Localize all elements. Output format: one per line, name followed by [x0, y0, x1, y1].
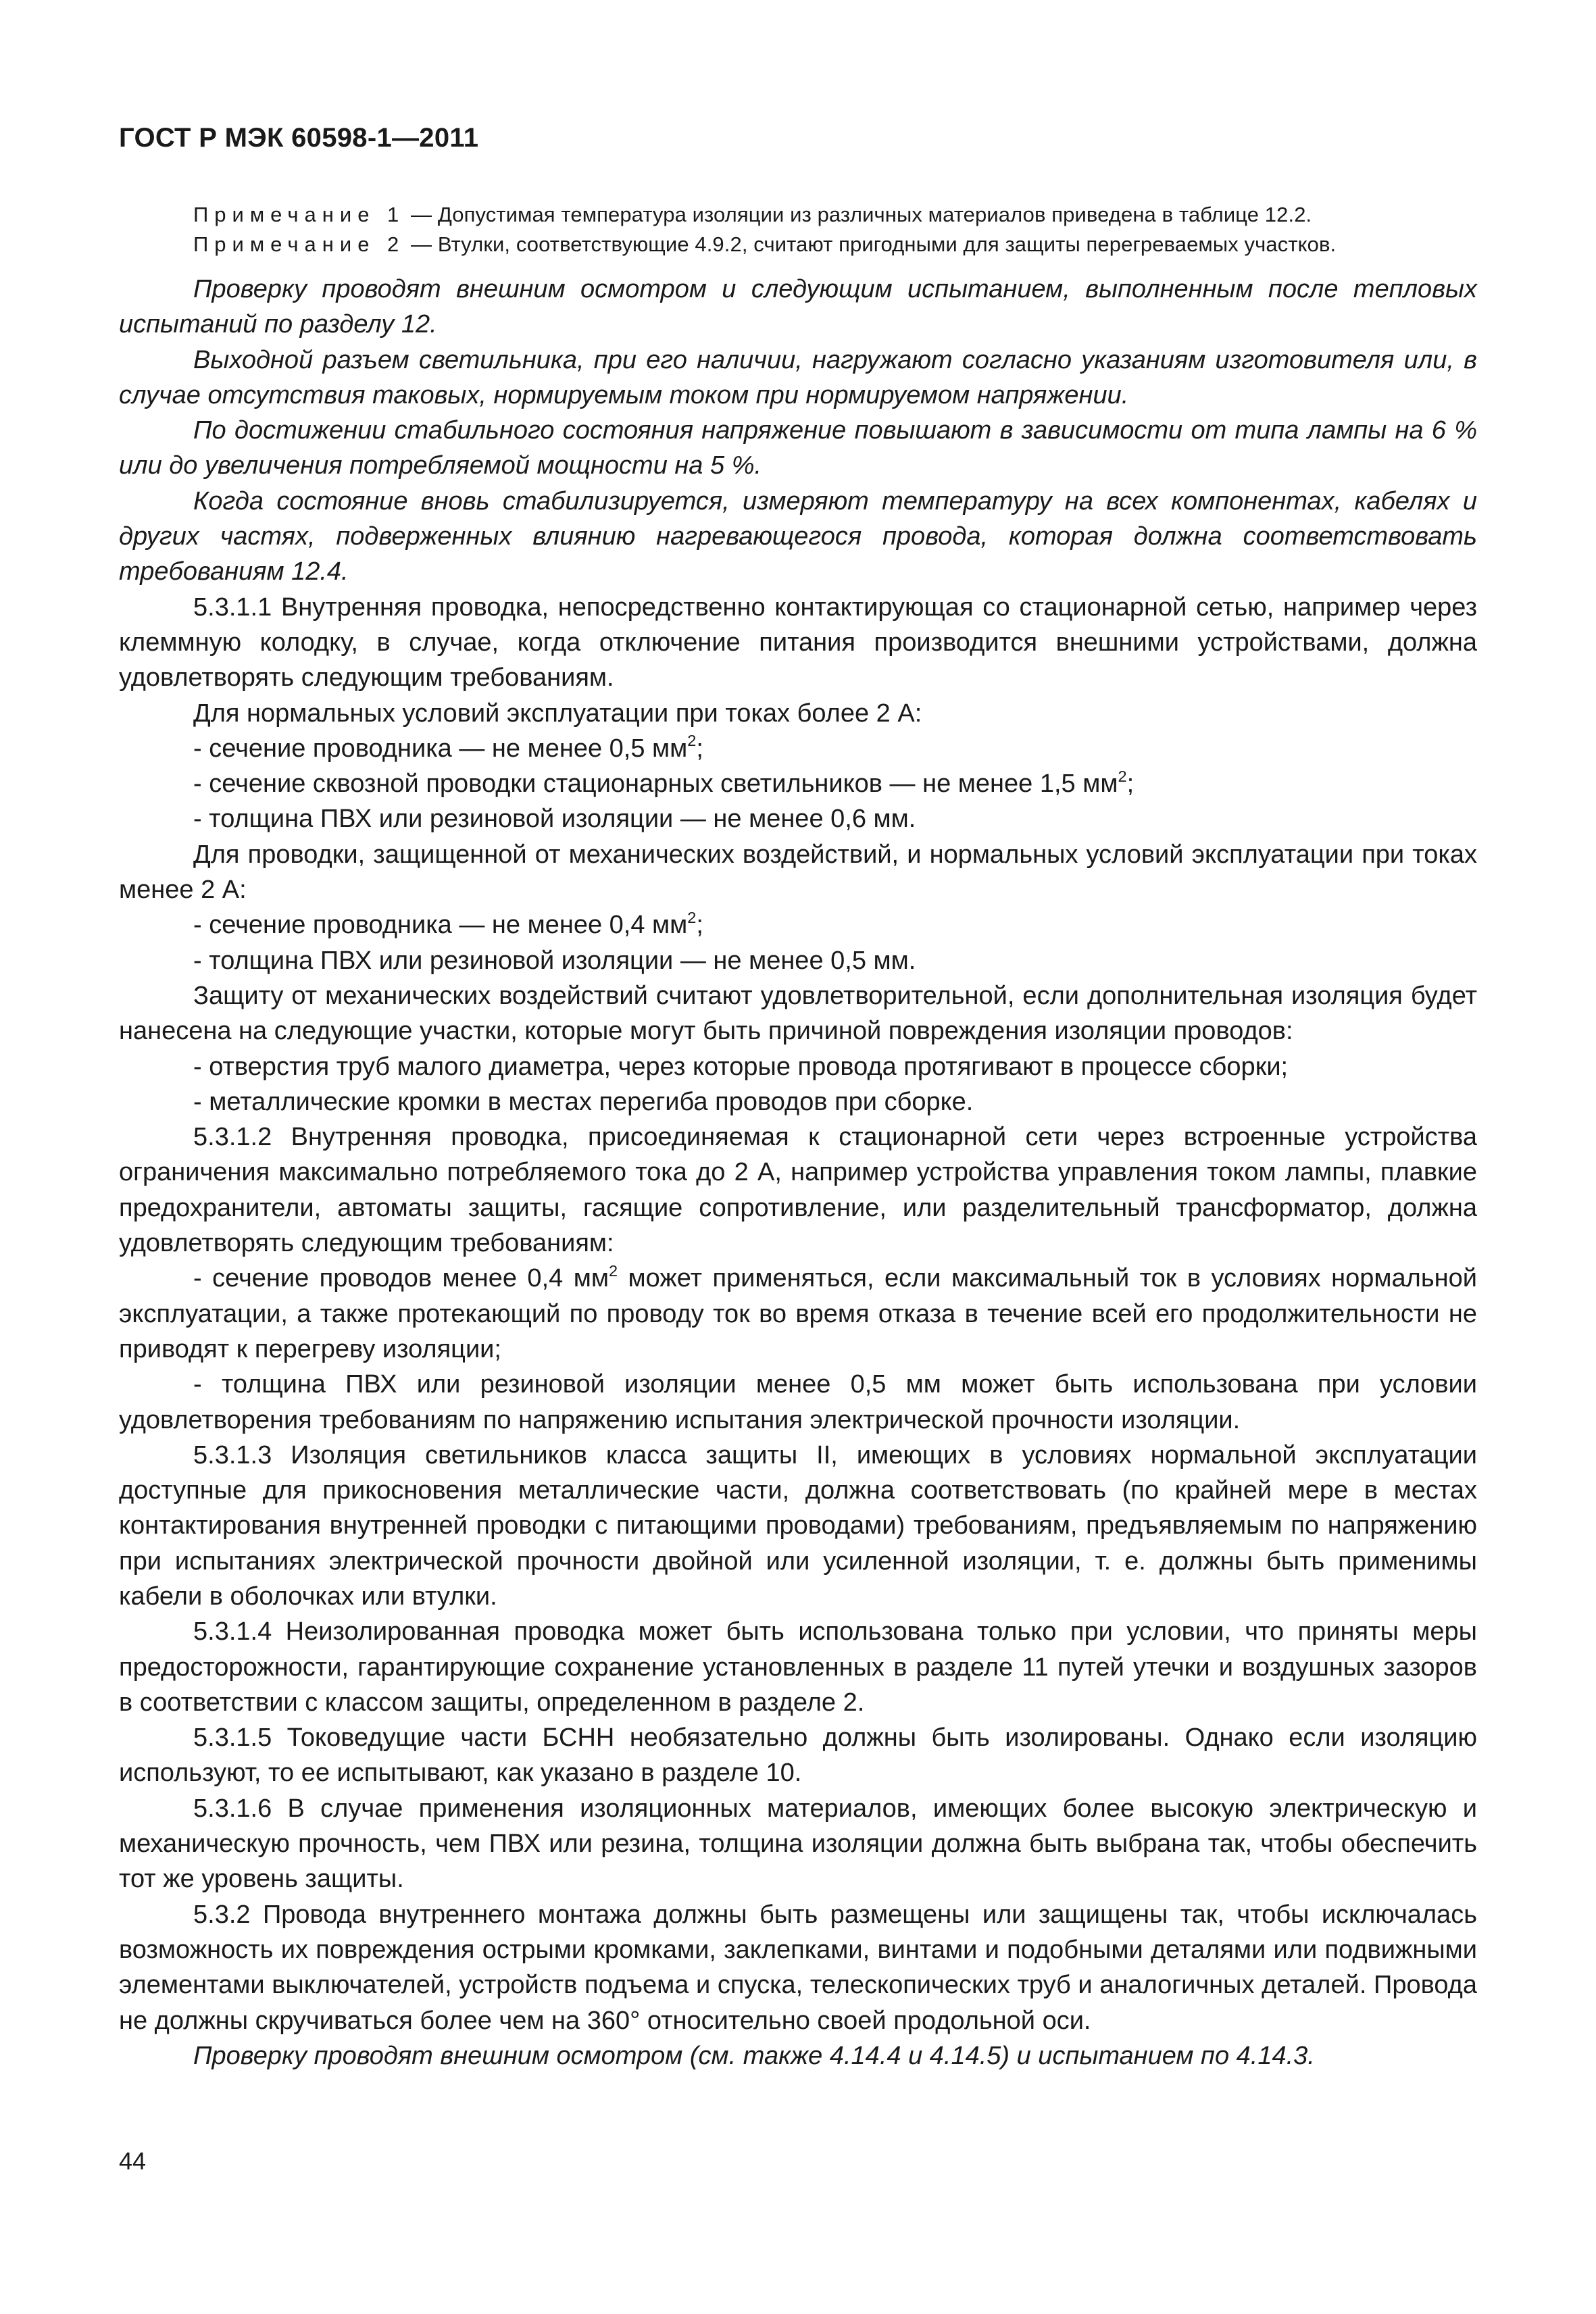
- notes-block: [119, 200, 1477, 259]
- superscript: 2: [687, 732, 697, 750]
- paragraph: Для нормальных условий эксплуатации при токах более 2 А:: [193, 699, 922, 728]
- list-item-text: - сечение проводника — не менее 0,5 мм: [193, 734, 688, 763]
- clause-5-3-1-3: 5.3.1.3 Изоляция светильников класса защиты II, имеющих в условиях нормальной эксплуатации доступные для прикосновения металлические части, должна соответствовать (по крайней мере в местах контактирования внутренней проводки с питающими проводами) требованиям, предъявляемым по напряжению при испытаниях электрической прочности двойной или усиленной изоляции, т. е. должны быть применимы кабели в оболочках или втулки.: [119, 1440, 1477, 1611]
- clause-5-3-1-1: 5.3.1.1 Внутренняя проводка, непосредственно контактирующая со стационарной сетью, например через клеммную колодку, в случае, когда отключение питания производится внешними устройствами, должна удовлетворять следующим требованиям.: [119, 593, 1477, 693]
- list-item-text: - сечение проводов менее 0,4 мм: [193, 1264, 609, 1293]
- list-item: [119, 731, 1477, 766]
- clause-5-3-1-2: 5.3.1.2 Внутренняя проводка, присоединяемая к стационарной сети через встроенные устройства ограничения максимально потребляемого тока до 2 А, например устройства управления током лампы, плавкие предохранители, автоматы защиты, гасящие сопротивление, или разделительный трансформатор, должна удовлетворять следующим требованиям:: [119, 1123, 1477, 1258]
- clause-5-3-2: 5.3.2 Провода внутреннего монтажа должны быть размещены или защищены так, чтобы исключалась возможность их повреждения острыми кромками, заклепками, винтами и подобными деталями или подвижными элементами выключателей, устройств подъема и спуска, телескопических труб и аналогичных деталей. Провода не должны скручиваться более чем на 360° относительно своей продольной оси.: [119, 1900, 1477, 2035]
- page-number: 44: [119, 2147, 147, 2175]
- list-item: [119, 907, 1477, 942]
- paragraph: Для проводки, защищенной от механических воздействий, и нормальных условий эксплуатации при токах менее 2 А:: [119, 840, 1477, 905]
- paragraph: По достижении стабильного состояния напряжение повышают в зависимости от типа лампы на 6 % или до увеличения потребляемой мощности на 5 %.: [119, 416, 1477, 480]
- superscript: 2: [608, 1261, 618, 1280]
- list-item: - толщина ПВХ или резиновой изоляции — не менее 0,6 мм.: [193, 805, 916, 834]
- clause-5-3-1-4: 5.3.1.4 Неизолированная проводка может быть использована только при условии, что приняты меры предосторожности, гарантирующие сохранение установленных в разделе 11 путей утечки и воздушных зазоров в соответствии с классом защиты, определенном в разделе 2.: [119, 1617, 1477, 1717]
- list-item-text: - сечение проводника — не менее 0,4 мм: [193, 911, 688, 940]
- clause-5-3-1-5: 5.3.1.5 Токоведущие части БСНН необязательно должны быть изолированы. Однако если изоляцию используют, то ее испытывают, как указано в разделе 10.: [119, 1724, 1477, 1788]
- list-item: [119, 766, 1477, 801]
- note-label: Примечание 2: [193, 232, 405, 256]
- separator: ;: [696, 734, 703, 763]
- note-text: — Втулки, соответствующие 4.9.2, считают пригодными для защиты перегреваемых участков.: [405, 232, 1337, 256]
- note-2: [119, 230, 1477, 259]
- paragraph: Защиту от механических воздействий считают удовлетворительной, если дополнительная изоляция будет нанесена на следующие участки, которые могут быть причиной повреждения изоляции проводов:: [119, 981, 1477, 1046]
- paragraph: Проверку проводят внешним осмотром (см. также 4.14.4 и 4.14.5) и испытанием по 4.14.3.: [193, 2041, 1315, 2070]
- list-item: - отверстия труб малого диаметра, через которые провода протягивают в процессе сборки;: [193, 1052, 1289, 1081]
- clause-5-3-1-6: 5.3.1.6 В случае применения изоляционных материалов, имеющих более высокую электрическую и механическую прочность, чем ПВХ или резина, толщина изоляции должна быть выбрана так, чтобы обеспечить тот же уровень защиты.: [119, 1794, 1477, 1894]
- paragraph: Выходной разъем светильника, при его наличии, нагружают согласно указаниям изготовителя или, в случае отсутствия таковых, нормируемым током при нормируемом напряжении.: [119, 345, 1477, 409]
- paragraph: Когда состояние вновь стабилизируется, измеряют температуру на всех компонентах, кабелях и других частях, подверженных влиянию нагревающегося провода, которая должна соответствовать требованиям 12.4.: [119, 486, 1477, 586]
- superscript: 2: [687, 908, 697, 926]
- separator: ;: [696, 911, 703, 940]
- list-item: [119, 1261, 1477, 1367]
- note-text: — Допустимая температура изоляции из различных материалов приведена в таблице 12.2.: [405, 203, 1312, 226]
- list-item-text: может применяться, если максимальный ток в условиях нормальной эксплуатации, а также протекающий по проводу ток во время отказа в течение всей его продолжительности не приводят к перегреву изоляции;: [119, 1264, 1478, 1363]
- list-item-text: - сечение сквозной проводки стационарных светильников — не менее 1,5 мм: [193, 770, 1118, 799]
- note-label: Примечание 1: [193, 203, 405, 226]
- list-item: - металлические кромки в местах перегиба проводов при сборке.: [193, 1087, 974, 1116]
- list-item: - толщина ПВХ или резиновой изоляции — не менее 0,5 мм.: [193, 946, 916, 975]
- superscript: 2: [1118, 767, 1127, 785]
- list-item: - толщина ПВХ или резиновой изоляции менее 0,5 мм может быть использована при условии удовлетворения требованиям по напряжению испытания электрической прочности изоляции.: [119, 1370, 1477, 1434]
- note-1: [119, 200, 1477, 230]
- separator: ;: [1126, 770, 1134, 799]
- document-header: ГОСТ Р МЭК 60598-1—2011: [119, 123, 479, 153]
- page-body: [119, 200, 1477, 2073]
- paragraph: Проверку проводят внешним осмотром и следующим испытанием, выполненным после тепловых испытаний по разделу 12.: [119, 275, 1477, 339]
